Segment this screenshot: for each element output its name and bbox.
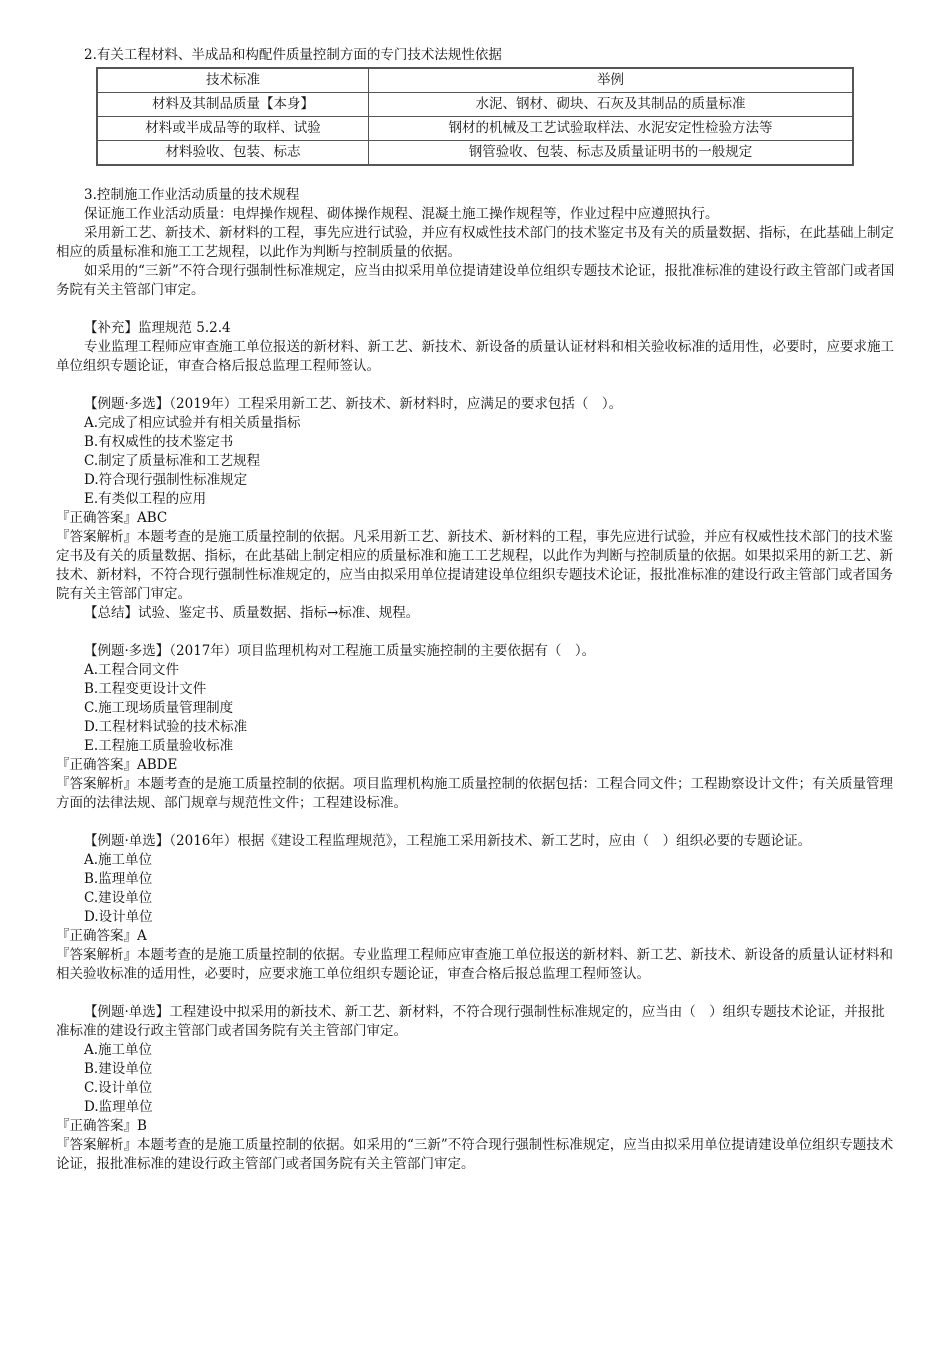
table-cell: 材料及其制品质量【本身】 xyxy=(97,93,369,117)
standards-table xyxy=(96,67,854,166)
option: A.施工单位 xyxy=(84,1042,153,1058)
option: B.有权威性的技术鉴定书 xyxy=(84,434,234,450)
paragraph: 采用新工艺、新技术、新材料的工程，事先应进行试验，并应有权威性技术部门的技术鉴定书及有关的质量数据、指标，在此基础上制定相应的质量标准和施工工艺规程，以此作为判断与控制质量的依据。 xyxy=(56,225,894,260)
option: B.监理单位 xyxy=(84,871,153,887)
table-row xyxy=(97,141,853,166)
table-row xyxy=(97,93,853,117)
table-cell: 材料验收、包装、标志 xyxy=(97,141,369,166)
table-cell: 水泥、钢材、砌块、石灰及其制品的质量标准 xyxy=(369,93,854,117)
option: E.工程施工质量验收标准 xyxy=(84,738,234,754)
option: D.设计单位 xyxy=(84,909,153,925)
table-header: 技术标准 xyxy=(97,68,369,93)
correct-answer: 『正确答案』A xyxy=(56,928,147,944)
table-cell: 钢材的机械及工艺试验取样法、水泥安定性检验方法等 xyxy=(369,117,854,141)
supplement-title: 【补充】监理规范 5.2.4 xyxy=(84,320,231,336)
question-stem: 【例题·单选】工程建设中拟采用的新技术、新工艺、新材料，不符合现行强制性标准规定的，应当由（ ）组织专题技术论证，并报批准标准的建设行政主管部门或者国务院有关主管部门审定。 xyxy=(56,1004,885,1039)
table-header: 举例 xyxy=(369,68,854,93)
option: B.建设单位 xyxy=(84,1061,153,1077)
option: C.设计单位 xyxy=(84,1080,153,1096)
option: D.符合现行强制性标准规定 xyxy=(84,472,248,488)
table-header-row xyxy=(97,68,853,93)
option: A.完成了相应试验并有相关质量指标 xyxy=(84,415,301,431)
answer-analysis: 『答案解析』本题考查的是施工质量控制的依据。凡采用新工艺、新技术、新材料的工程，事先应进行试验，并应有权威性技术部门的技术鉴定书及有关的质量数据、指标，在此基础上制定相应的质量标准和施工工艺规程，以此作为判断与控制质量的依据。如果拟采用的新工艺、新技术、新材料，不符合现行强制性标准规定的，应当由拟采用单位提请建设单位组织专题技术论证，报批准标准的建设行政主管部门或者国务院有关主管部门审定。 xyxy=(56,529,893,602)
option: E.有类似工程的应用 xyxy=(84,491,207,507)
question-stem: 【例题·多选】（2019年）工程采用新工艺、新技术、新材料时，应满足的要求包括（ ）。 xyxy=(84,396,623,412)
option: A.工程合同文件 xyxy=(84,662,180,678)
answer-analysis: 『答案解析』本题考查的是施工质量控制的依据。专业监理工程师应审查施工单位报送的新材料、新工艺、新技术、新设备的质量认证材料和相关验收标准的适用性，必要时，应要求施工单位组织专题论证，审查合格后报总监理工程师签认。 xyxy=(56,947,893,982)
option: A.施工单位 xyxy=(84,852,153,868)
table-cell: 钢管验收、包装、标志及质量证明书的一般规定 xyxy=(369,141,854,166)
correct-answer: 『正确答案』B xyxy=(56,1118,147,1134)
option: D.监理单位 xyxy=(84,1099,153,1115)
answer-analysis: 『答案解析』本题考查的是施工质量控制的依据。项目监理机构施工质量控制的依据包括：工程合同文件；工程勘察设计文件；有关质量管理方面的法律法规、部门规章与规范性文件；工程建设标准。 xyxy=(56,776,893,811)
option: C.建设单位 xyxy=(84,890,153,906)
paragraph: 如采用的“三新”不符合现行强制性标准规定，应当由拟采用单位提请建设单位组织专题技术论证，报批准标准的建设行政主管部门或者国务院有关主管部门审定。 xyxy=(56,263,895,298)
table-cell: 材料或半成品等的取样、试验 xyxy=(97,117,369,141)
answer-analysis: 『答案解析』本题考查的是施工质量控制的依据。如采用的“三新”不符合现行强制性标准规定，应当由拟采用单位提请建设单位组织专题技术论证，报批准标准的建设行政主管部门或者国务院有关主管部门审定。 xyxy=(56,1137,894,1172)
question-stem: 【例题·单选】（2016年）根据《建设工程监理规范》，工程施工采用新技术、新工艺时，应由（ ）组织必要的专题论证。 xyxy=(84,833,812,849)
option: C.制定了质量标准和工艺规程 xyxy=(84,453,261,469)
correct-answer: 『正确答案』ABC xyxy=(56,510,168,526)
option: B.工程变更设计文件 xyxy=(84,681,207,697)
summary: 【总结】试验、鉴定书、质量数据、指标→标准、规程。 xyxy=(84,605,420,621)
document-page xyxy=(56,46,898,1174)
section2-heading: 2.有关工程材料、半成品和构配件质量控制方面的专门技术法规性依据 xyxy=(84,47,502,63)
option: D.工程材料试验的技术标准 xyxy=(84,719,248,735)
correct-answer: 『正确答案』ABDE xyxy=(56,757,178,773)
question-stem: 【例题·多选】（2017年）项目监理机构对工程施工质量实施控制的主要依据有（ ）。 xyxy=(84,643,596,659)
option: C.施工现场质量管理制度 xyxy=(84,700,234,716)
section3-heading: 3.控制施工作业活动质量的技术规程 xyxy=(84,187,300,203)
table-row xyxy=(97,117,853,141)
paragraph: 保证施工作业活动质量：电焊操作规程、砌体操作规程、混凝土施工操作规程等，作业过程中应遵照执行。 xyxy=(84,206,719,222)
supplement-text: 专业监理工程师应审查施工单位报送的新材料、新工艺、新技术、新设备的质量认证材料和相关验收标准的适用性，必要时，应要求施工单位组织专题论证，审查合格后报总监理工程师签认。 xyxy=(56,339,894,374)
